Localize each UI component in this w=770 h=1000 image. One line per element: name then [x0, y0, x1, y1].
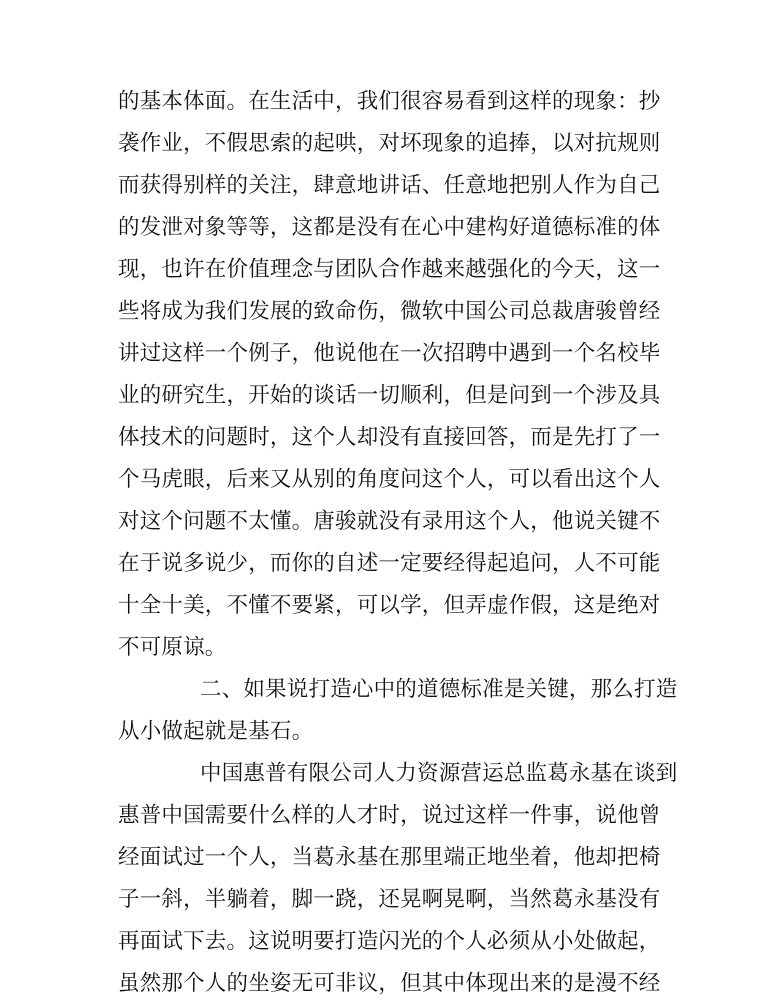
text-line: 体技术的问题时，这个人却没有直接回答，而是先打了一 [118, 425, 661, 450]
text-line: 现，也许在价值理念与团队合作越来越强化的今天，这一 [118, 257, 661, 282]
text-line: 再面试下去。这说明要打造闪光的个人必须从小处做起， [118, 929, 661, 954]
text-line: 的发泄对象等等，这都是没有在心中建构好道德标准的体 [118, 215, 661, 240]
text-line: 个马虎眼，后来又从别的角度问这个人，可以看出这个人 [118, 467, 661, 492]
text-line: 讲过这样一个例子，他说他在一次招聘中遇到一个名校毕 [118, 341, 661, 366]
text-line: 虽然那个人的坐姿无可非议，但其中体现出来的是漫不经 [118, 971, 661, 996]
text-line: 业的研究生，开始的谈话一切顺利，但是问到一个涉及具 [118, 383, 661, 408]
text-line: 惠普中国需要什么样的人才时，说过这样一件事，说他曾 [118, 803, 661, 828]
text-line: 袭作业，不假思索的起哄，对坏现象的追捧，以对抗规则 [118, 131, 661, 156]
text-line: 十全十美，不懂不要紧，可以学，但弄虚作假，这是绝对 [118, 593, 661, 618]
text-line: 对这个问题不太懂。唐骏就没有录用这个人，他说关键不 [118, 509, 661, 534]
section-heading-line: 从小做起就是基石。 [118, 719, 314, 744]
text-line: 不可原谅。 [118, 635, 227, 660]
paragraph-start-line: 中国惠普有限公司人力资源营运总监葛永基在谈到 [200, 761, 678, 786]
text-line: 在于说多说少，而你的自述一定要经得起追问，人不可能 [118, 551, 661, 576]
text-line: 些将成为我们发展的致命伤，微软中国公司总裁唐骏曾经 [118, 299, 661, 324]
section-heading-line: 二、如果说打造心中的道德标准是关键，那么打造 [200, 677, 678, 702]
text-line: 而获得别样的关注，肆意地讲话、任意地把别人作为自己 [118, 173, 661, 198]
text-line: 经面试过一个人，当葛永基在那里端正地坐着，他却把椅 [118, 845, 661, 870]
text-line: 的基本体面。在生活中，我们很容易看到这样的现象：抄 [118, 89, 661, 114]
text-line: 子一斜，半躺着，脚一跷，还晃啊晃啊，当然葛永基没有 [118, 887, 661, 912]
